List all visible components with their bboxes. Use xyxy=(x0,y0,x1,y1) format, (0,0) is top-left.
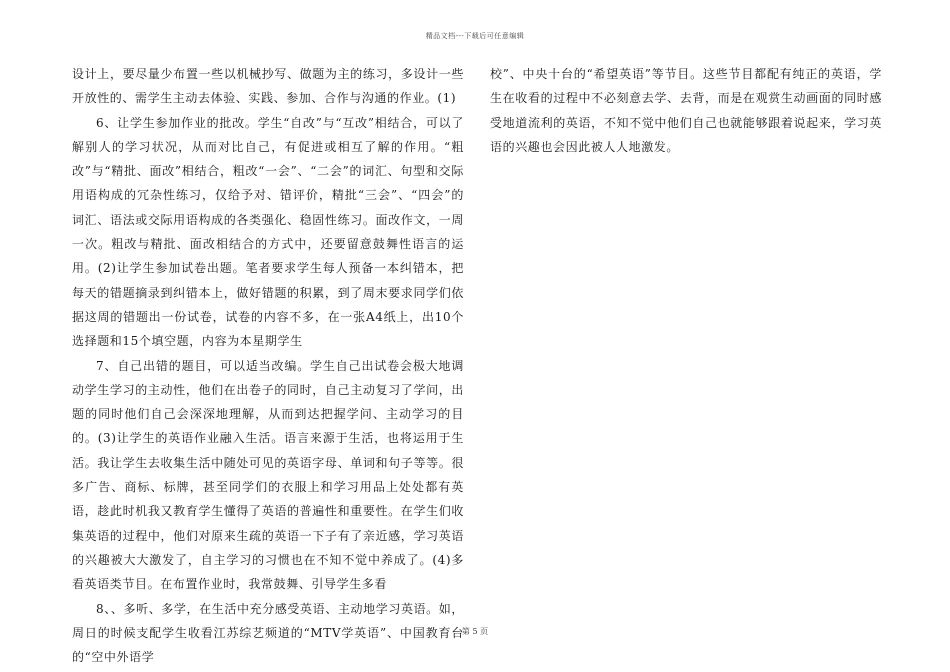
right-text-column xyxy=(490,62,882,159)
paragraph-item-8: 8、、多听、多学，在生活中充分感受英语、主动地学习英语。如，周日的时候支配学生收看江苏综艺频道的“MTV学英语”、中国教育台的“空中外语学 xyxy=(72,601,464,665)
paragraph-continuation-right: 校”、中央十台的“希望英语”等节目。这些节目都配有纯正的英语，学生在收看的过程中不必刻意去学、去背，而是在观赏生动画面的同时感受地道流利的英语，不知不觉中他们自己也就能够跟着说起来，学习英语的兴趣也会因此被人人地激发。 xyxy=(490,67,882,154)
paragraph-continuation: 设计上，要尽量少布置一些以机械抄写、做题为主的练习，多设计一些开放性的、需学生主动去体验、实践、参加、合作与沟通的作业。(1) xyxy=(72,67,464,106)
page-header: 精品文档---下载后可任意编辑 xyxy=(425,32,525,40)
page-number: 第 5 页 xyxy=(461,627,489,636)
paragraph-item-6: 6、让学生参加作业的批改。学生“自改”与“互改”相结合，可以了解别人的学习状况，从而对比自己，有促进或相互了解的作用。“粗改”与“精批、面改”相结合，粗改“一会”、“二会”的词汇、句型和交际用语构成的冗杂性练习，仅给予对、错评价，精批“三会”、“四会”的词汇、语法或交际用语构成的各类强化、稳固性练习。面改作文，一周一次。粗改与精批、面改相结合的方式中，还要留意鼓舞性语言的运用。(2)让学生参加试卷出题。笔者要求学生每人预备一本纠错本，把每天的错题摘录到纠错本上，做好错题的积累，到了周末要求同学们依据这周的错题出一份试卷，试卷的内容不多，在一张A4纸上，出10个选择题和15个填空题，内容为本星期学生 xyxy=(72,115,464,349)
paragraph-item-7: 7、自己出错的题目，可以适当改编。学生自己出试卷会极大地调动学生学习的主动性，他们在出卷子的同时，自己主动复习了学问，出题的同时他们自己会深深地理解，从而到达把握学问、主动学习的目的。(3)让学生的英语作业融入生活。语言来源于生活，也将运用于生活。我让学生去收集生活中随处可见的英语字母、单词和句子等等。很多广告、商标、标牌，甚至同学们的衣服上和学习用品上处处都有英语，趁此时机我又教育学生懂得了英语的普遍性和重要性。在学生们收集英语的过程中，他们对原来生疏的英语一下子有了亲近感，学习英语的兴趣被大大激发了，自主学习的习惯也在不知不觉中养成了。(4)多看英语类节目。在布置作业时，我常鼓舞、引导学生多看 xyxy=(72,358,464,592)
left-text-column xyxy=(72,62,464,669)
